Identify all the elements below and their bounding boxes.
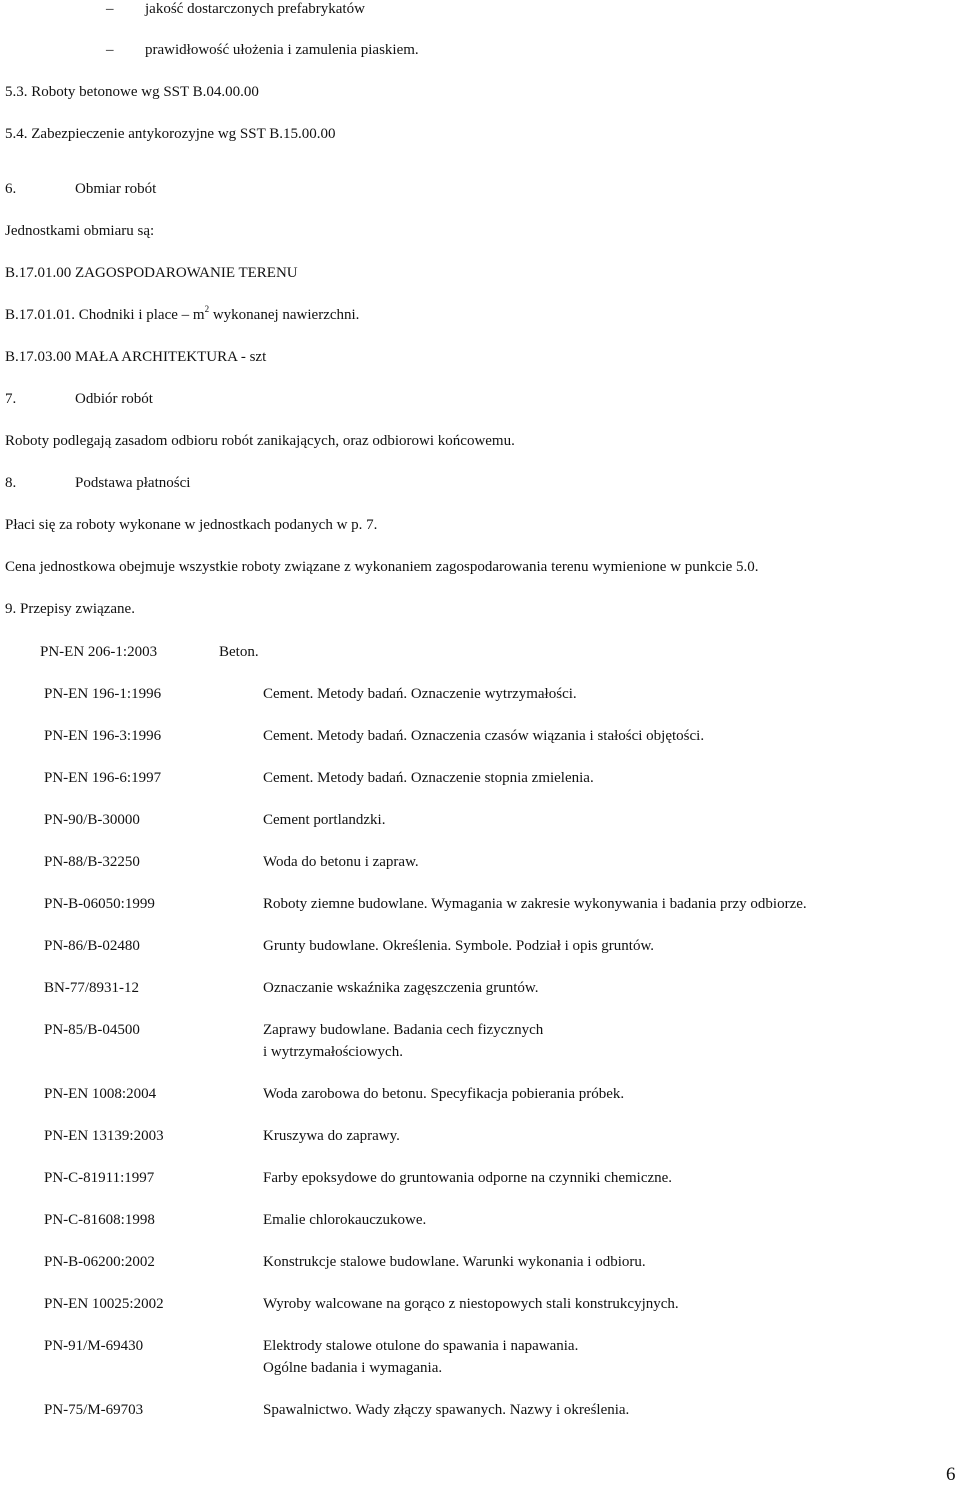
standard-description: Konstrukcje stalowe budowlane. Warunki wykonania i odbioru. [263, 1254, 646, 1270]
standard-description: Cement. Metody badań. Oznaczenia czasów wiązania i stałości objętości. [263, 728, 705, 744]
standard-description: Cement. Metody badań. Oznaczenie stopnia zmielenia. [263, 770, 594, 786]
standard-code: PN-C-81911:1997 [44, 1170, 155, 1186]
standard-description: Roboty ziemne budowlane. Wymagania w zakresie wykonywania i badania przy odbiorze. [263, 896, 807, 912]
section-8-text: Płaci się za roboty wykonane w jednostkach podanych w p. 7. [5, 517, 378, 533]
standard-code: PN-91/M-69430 [44, 1338, 144, 1354]
standard-code: PN-86/B-02480 [44, 938, 140, 954]
bullet-text: jakość dostarczonych prefabrykatów [145, 1, 365, 17]
measurement-item: B.17.03.00 MAŁA ARCHITEKTURA - szt [5, 349, 267, 365]
standard-description: Kruszywa do zaprawy. [263, 1128, 400, 1144]
measurement-intro: Jednostkami obmiaru są: [5, 223, 155, 239]
standard-code: PN-EN 206-1:2003 [40, 644, 158, 660]
standard-code: PN-EN 196-6:1997 [44, 770, 162, 786]
section-9-heading: 9. Przepisy związane. [5, 601, 135, 617]
standard-code: BN-77/8931-12 [44, 980, 139, 996]
section-8-number: 8. [5, 475, 17, 491]
standard-description: Spawalnictwo. Wady złączy spawanych. Nazwy i określenia. [263, 1402, 630, 1418]
section-6-heading: Obmiar robót [75, 181, 157, 197]
standard-code: PN-B-06050:1999 [44, 896, 155, 912]
standard-code: PN-90/B-30000 [44, 812, 140, 828]
section-5-3: 5.3. Roboty betonowe wg SST B.04.00.00 [5, 84, 259, 100]
standard-description: Farby epoksydowe do gruntowania odporne na czynniki chemiczne. [263, 1170, 673, 1186]
standard-code: PN-88/B-32250 [44, 854, 140, 870]
section-8-text: Cena jednostkowa obejmuje wszystkie roboty związane z wykonaniem zagospodarowania terenu wymienione w punkcie 5.0. [5, 559, 759, 575]
section-7-heading: Odbiór robót [75, 391, 153, 407]
standard-description-continued: i wytrzymałościowych. [263, 1044, 403, 1060]
standard-description: Oznaczanie wskaźnika zagęszczenia gruntów. [263, 980, 539, 996]
standard-description: Zaprawy budowlane. Badania cech fizycznych [263, 1022, 544, 1038]
section-5-4: 5.4. Zabezpieczenie antykorozyjne wg SST B.15.00.00 [5, 126, 336, 142]
bullet-text: prawidłowość ułożenia i zamulenia piaskiem. [145, 42, 419, 58]
page-number: 6 [946, 1464, 956, 1485]
section-7-number: 7. [5, 391, 17, 407]
standard-code: PN-EN 196-1:1996 [44, 686, 162, 702]
standard-description: Woda do betonu i zapraw. [263, 854, 419, 870]
superscript: 2 [204, 304, 210, 314]
bullet-dash: – [106, 1, 114, 17]
standard-code: PN-B-06200:2002 [44, 1254, 155, 1270]
measurement-item [5, 306, 359, 324]
standard-description: Wyroby walcowane na gorąco z niestopowych stali konstrukcyjnych. [263, 1296, 679, 1312]
standard-description: Elektrody stalowe otulone do spawania i napawania. [263, 1338, 579, 1354]
standard-code: PN-EN 13139:2003 [44, 1128, 164, 1144]
measurement-item-text: B.17.01.01. Chodniki i place – m [5, 307, 205, 323]
standard-description: Cement portlandzki. [263, 812, 386, 828]
standard-code: PN-75/M-69703 [44, 1402, 144, 1418]
section-6-number: 6. [5, 181, 17, 197]
standard-description: Grunty budowlane. Określenia. Symbole. Podział i opis gruntów. [263, 938, 655, 954]
standard-code: PN-EN 1008:2004 [44, 1086, 157, 1102]
measurement-item: B.17.01.00 ZAGOSPODAROWANIE TERENU [5, 265, 298, 281]
standard-description-continued: Ogólne badania i wymagania. [263, 1360, 443, 1376]
section-8-heading: Podstawa płatności [75, 475, 191, 491]
standard-code: PN-EN 10025:2002 [44, 1296, 164, 1312]
standard-description: Woda zarobowa do betonu. Specyfikacja pobierania próbek. [263, 1086, 625, 1102]
standard-description: Cement. Metody badań. Oznaczenie wytrzymałości. [263, 686, 577, 702]
standard-code: PN-85/B-04500 [44, 1022, 140, 1038]
standard-description: Beton. [219, 644, 259, 660]
standard-description: Emalie chlorokauczukowe. [263, 1212, 427, 1228]
bullet-dash: – [106, 42, 114, 58]
section-7-text: Roboty podlegają zasadom odbioru robót zanikających, oraz odbiorowi końcowemu. [5, 433, 515, 449]
standard-code: PN-EN 196-3:1996 [44, 728, 162, 744]
measurement-item-text: wykonanej nawierzchni. [209, 307, 360, 323]
standard-code: PN-C-81608:1998 [44, 1212, 155, 1228]
